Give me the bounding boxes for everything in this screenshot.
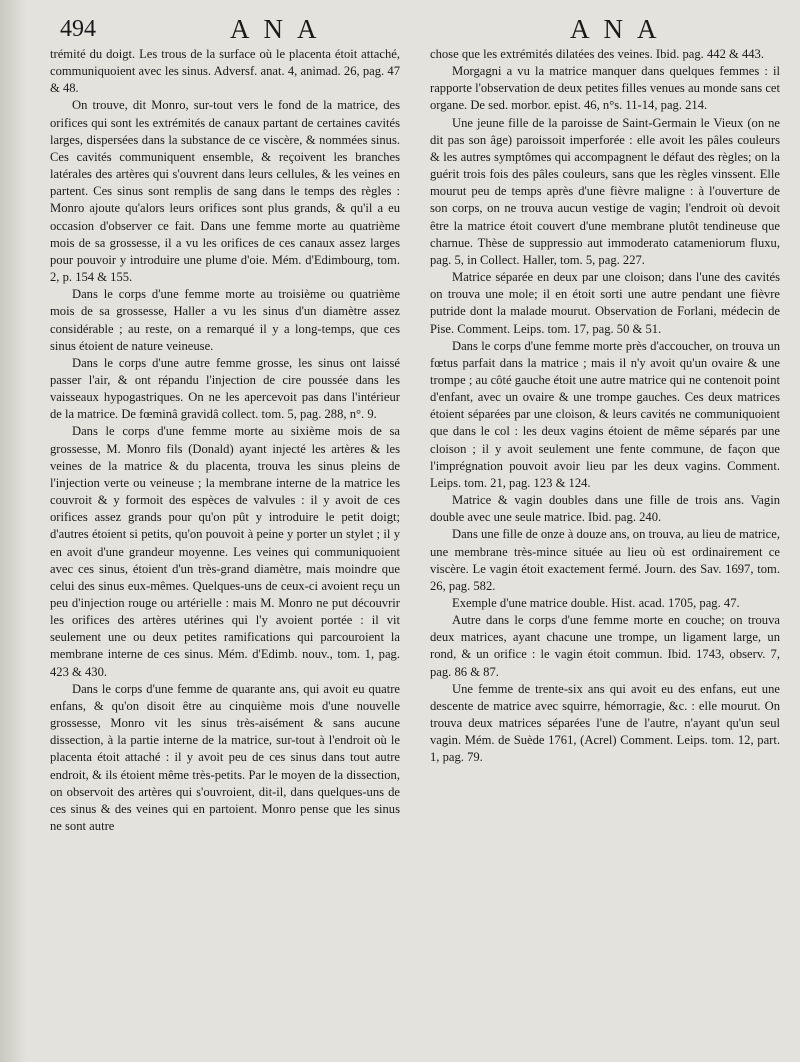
paragraph: Dans le corps d'une femme morte au sixième mois de sa grossesse, M. Monro fils (Donald) ayant injecté les artères & les veines de la matrice & du placenta, trouva les sinus pleins de l'injection verte ou veineuse ; la membrane interne de la matrice les couvroit & y formoit des espèces de valvules : il y avoit de ces orifices assez grands pour qu'on pût y introduire le petit doigt; d'autres étoient si petits, qu'on pouvoit à peine y porter un stylet ; il y en avoit d'une grandeur moyenne. Les veines qui communiquoient avec ces sinus, étoient d'un très-grand diamètre, mais moindre que celui des sinus eux-mêmes. Quelques-uns de ceux-ci avoient reçu un peu d'injection rouge ou artérielle : mais M. Monro ne put découvrir les orifices des artères utérines qui l'y avoient portée : il vit seulement une ou deux petites ramifications qui parcouroient la membrane interne de ces sinus. Mém. d'Edimb. nouv., tom. 1, pag. 423 & 430. xyxy=(50,424,400,679)
paragraph: Morgagni a vu la matrice manquer dans quelques femmes : il rapporte l'observation de deux petites filles venues au monde sans cet organe. De sed. morbor. epist. 46, n°s. 11-14, pag. 214. xyxy=(430,64,780,113)
paragraph: trémité du doigt. Les trous de la surface où le placenta étoit attaché, communiquoient avec les sinus. Adversf. anat. 4, animad. 26, pag. 47 & 48. xyxy=(50,47,400,96)
paragraph: Dans le corps d'une femme morte au troisième ou quatrième mois de sa grossesse, Haller a vu les sinus d'un diamètre assez considérable ; au reste, on a remarqué il y a long-temps, que ces sinus étoient de nature veineuse. xyxy=(50,287,400,353)
left-column xyxy=(50,46,400,835)
paragraph: Matrice & vagin doubles dans une fille de trois ans. Vagin double avec une seule matrice. Ibid. pag. 240. xyxy=(430,493,780,525)
running-head-left: ANA xyxy=(230,14,331,44)
paragraph: On trouve, dit Monro, sur-tout vers le fond de la matrice, des orifices qui sont les extrémités de canaux partant de certaines cavités larges, dispersées dans la substance de ce viscère, & nommées sinus. Ces cavités communiquent ensemble, & reçoivent les branches latérales des artères qui s'ouvrent dans leurs cellules, & les veines en partent. Ces sinus sont remplis de sang dans le temps des règles : Monro ajoute qu'alors leurs orifices sont plus grands, & qu'il a eu occasion d'observer ce fait. Dans une femme morte au quatrième mois de sa grossesse, il a vu les orifices de ces canaux assez larges pour pouvoir y introduire une plume d'oie. Mém. d'Edimbourg, tom. 2, p. 154 & 155. xyxy=(50,98,400,285)
paragraph: chose que les extrémités dilatées des veines. Ibid. pag. 442 & 443. xyxy=(430,47,764,61)
paragraph: Dans une fille de onze à douze ans, on trouva, au lieu de matrice, une membrane très-mince située au lieu où est ordinairement ce viscère. Le vagin étoit exactement fermé. Journ. des Sav. 1697, tom. 26, pag. 582. xyxy=(430,527,781,593)
page-number: 494 xyxy=(60,16,96,42)
page-gutter-shadow xyxy=(0,0,26,1062)
right-column xyxy=(430,46,780,835)
paragraph: Autre dans le corps d'une femme morte en couche; on trouva deux matrices, ayant chacune une trompe, un ligament large, un rond, & un orifice : le vagin étoit commun. Ibid. 1743, observ. 7, pag. 86 & 87. xyxy=(430,613,780,679)
paragraph: Dans le corps d'une femme morte près d'accoucher, on trouva un fœtus parfait dans la matrice ; mais il n'y avoit qu'un ovaire & une trompe ; au côté gauche étoit une autre matrice qui ne contenoit point d'enfant, avec un ovaire & une trompe gauches. Ces deux matrices étoient séparées par une cloison, & leurs cavités ne communiquoient que dans le col : les deux vagins étoient de même séparés par une cloison ; il y avoit seulement une fente commune, de façon que l'imprégnation pouvoit avoir lieu par les deux vagins. Comment. Leips. tom. 21, pag. 123 & 124. xyxy=(430,338,780,490)
paragraph: Une femme de trente-six ans qui avoit eu des enfans, eut une descente de matrice avec squirre, hémorragie, &c. : elle mourut. On trouva deux matrices séparées l'une de l'autre, n'ayant qu'un seul vagin. Mém. de Suède 1761, (Acrel) Comment. Leips. tom. 12, part. 1, pag. 79. xyxy=(430,681,780,765)
paragraph: Dans le corps d'une autre femme grosse, les sinus ont laissé passer l'air, & ont répandu l'injection de cire poussée dans les vaisseaux hypogastriques. On ne les apercevoit pas dans l'intérieur de la matrice. De fœminâ gravidâ collect. tom. 5, pag. 288, n°. 9. xyxy=(50,355,400,422)
page-header xyxy=(50,10,780,46)
paragraph: Une jeune fille de la paroisse de Saint-Germain le Vieux (on ne dit pas son âge) paroissoit imperforée : elle avoit les pâles couleurs & les autres symptômes qui accompagnent le défaut des règles; on la guérit trois fois des pâles couleurs, sans que les règles vinssent. Elle mourut peu de temps après d'une fièvre maligne : à l'ouverture de son corps, on ne trouva aucun vestige de vagin; l'endroit où devoit être la matrice étoit couvert d'une membrane plutôt tendineuse que charnue. Thèse de suppressio aut immoderato catameniorum fluxu, pag. 5, in Collect. Haller, tom. 5, pag. 227. xyxy=(430,115,780,267)
paragraph: Exemple d'une matrice double. Hist. acad. 1705, pag. 47. xyxy=(452,596,740,610)
text-columns xyxy=(50,46,780,835)
paragraph: Matrice séparée en deux par une cloison; dans l'une des cavités on trouva une mole; il en étoit sorti une autre pendant une fièvre putride dont la malade mourut. Observation de Forlani, médecin de Pise. Comment. Leips. tom. 17, pag. 50 & 51. xyxy=(430,270,780,336)
running-head-right: ANA xyxy=(570,14,671,44)
paragraph: Dans le corps d'une femme de quarante ans, qui avoit eu quatre enfans, & qu'on disoit être au cinquième mois d'une nouvelle grossesse, Monro vit les sinus très-aisément & sans aucune dissection, à la partie interne de la matrice, sur-tout à l'endroit où le placenta étoit attaché : il y avoit peu de ces sinus dans tout autre endroit, & ils étoient même très-petits. Par le moyen de la dissection, on observoit des artères qui s'ouvroient, dit-il, dans quelques-uns de ces sinus & des veines qui en partoient. Monro pense que les sinus ne sont autre xyxy=(50,681,400,834)
